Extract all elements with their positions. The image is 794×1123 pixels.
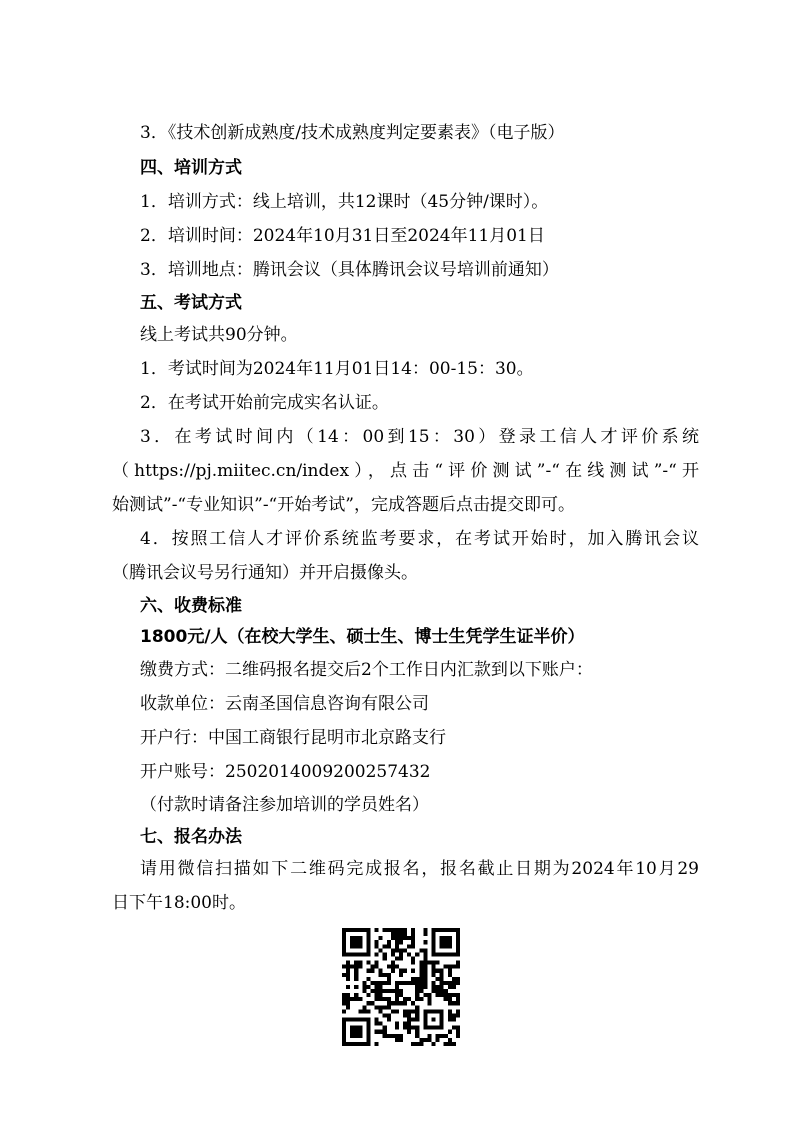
text-line: 1．培训方式：线上培训，共12课时（45分钟/课时）。 bbox=[140, 192, 549, 212]
text-line: （腾讯会议号另行通知）并开启摄像头。 bbox=[112, 563, 418, 583]
text-line: 3．培训地点：腾讯会议（具体腾讯会议号培训前通知） bbox=[140, 260, 559, 280]
section-heading-fees: 六、收费标准 bbox=[140, 596, 242, 616]
text-line: 始测试”-“专业知识”-“开始考试”，完成答题后点击提交即可。 bbox=[112, 495, 575, 515]
section-heading-exam: 五、考试方式 bbox=[140, 293, 242, 313]
text-line: 3．《技术创新成熟度/技术成熟度判定要素表》（电子版） bbox=[140, 123, 565, 143]
text-line: 4．按照工信人才评价系统监考要求，在考试开始时，加入腾讯会议 bbox=[140, 529, 699, 549]
section-heading-registration: 七、报名办法 bbox=[140, 827, 242, 847]
text-line: 开户行：中国工商银行昆明市北京路支行 bbox=[140, 728, 446, 748]
text-line: 请用微信扫描如下二维码完成报名，报名截止日期为2024年10月29 bbox=[140, 859, 699, 879]
text-line: （付款时请备注参加培训的学员姓名） bbox=[140, 795, 429, 815]
text-line: 1．考试时间为2024年11月01日14：00-15：30。 bbox=[140, 359, 534, 379]
section-heading-training: 四、培训方式 bbox=[140, 158, 242, 178]
text-line: 2．在考试开始前完成实名认证。 bbox=[140, 393, 389, 413]
text-line: 线上考试共90分钟。 bbox=[140, 325, 298, 345]
fee-standard: 1800元/人（在校大学生、硕士生、博士生凭学生证半价） bbox=[140, 627, 585, 647]
text-line: 收款单位：云南圣国信息咨询有限公司 bbox=[140, 694, 429, 714]
text-line: 缴费方式：二维码报名提交后2个工作日内汇款到以下账户： bbox=[140, 660, 593, 680]
text-line: 开户账号：2502014009200257432 bbox=[140, 762, 431, 782]
text-line: 日下午18:00时。 bbox=[112, 893, 246, 913]
text-line: 2．培训时间：2024年10月31日至2024年11月01日 bbox=[140, 226, 545, 246]
text-line: （https://pj.miitec.cn/index），点击“评价测试”-“在线测试”-“开 bbox=[112, 461, 699, 481]
text-line: 3．在考试时间内（14：00到15：30）登录工信人才评价系统 bbox=[140, 427, 699, 447]
registration-qr-code-icon[interactable] bbox=[342, 928, 460, 1046]
